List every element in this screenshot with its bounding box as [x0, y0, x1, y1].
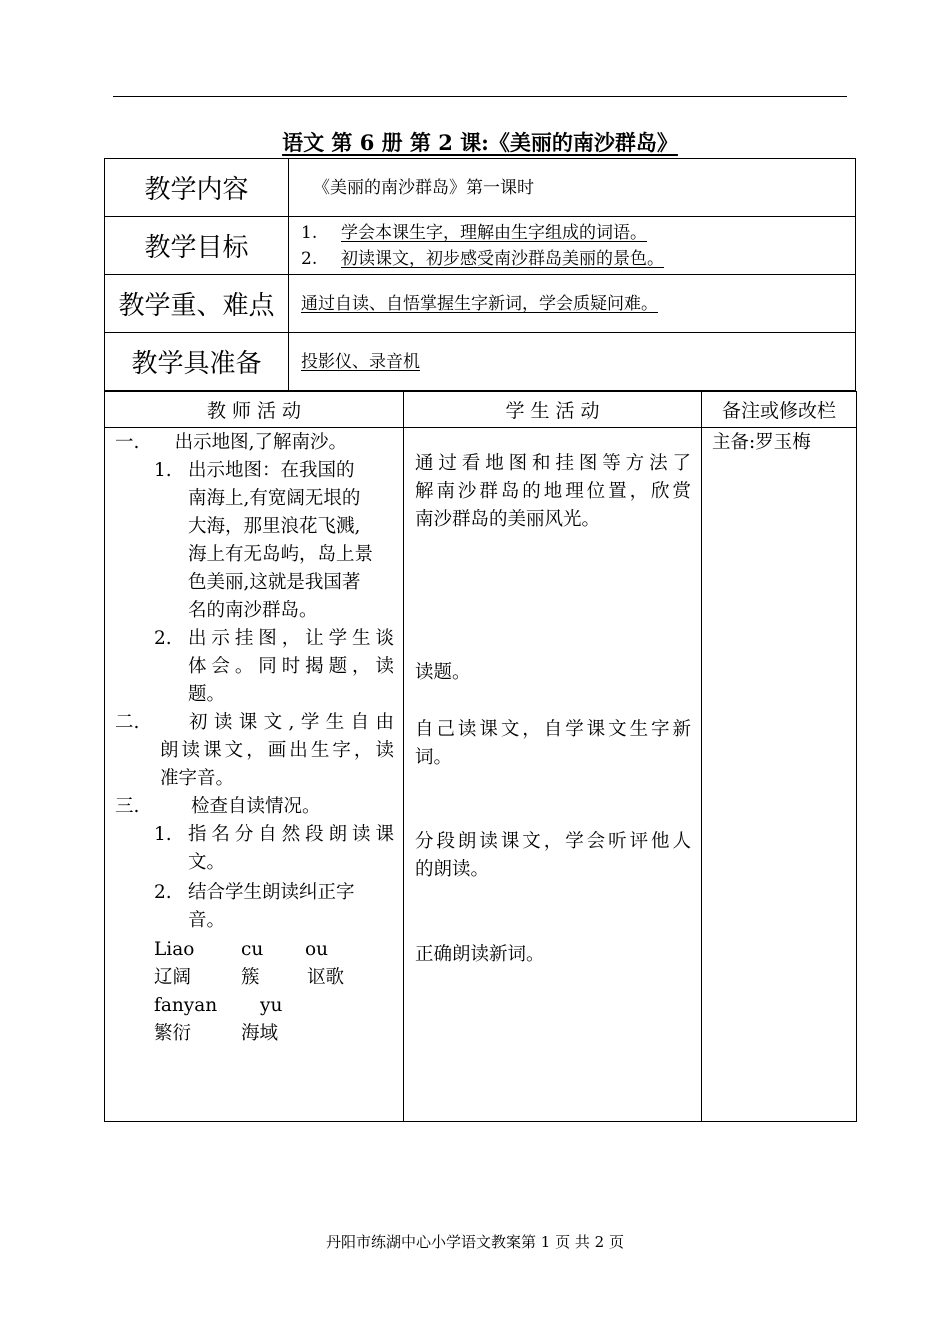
teacher-activity-cell [105, 428, 403, 1121]
key-value: 通过自读、自悟掌握生字新词，学会质疑问难。 [301, 293, 658, 314]
teacher-line: 出示挂图，让学生谈 [188, 628, 394, 649]
teacher-line: 2. [154, 882, 172, 903]
pinyin: ou [305, 939, 329, 960]
teacher-line: 1. [154, 824, 172, 845]
student-activity-header: 学 生 活 动 [404, 392, 702, 428]
pinyin: Liao [154, 939, 195, 960]
prep-label: 教学具准备 [105, 333, 289, 391]
student-line: 自己读课文，自学课文生字新 [415, 719, 691, 740]
activity-table [104, 391, 857, 1122]
teacher-line: 南海上,有宽阔无垠的 [188, 488, 361, 509]
teacher-line: 大海，那里浪花飞溅, [188, 516, 361, 537]
teacher-line: 海上有无岛屿，岛上景 [188, 544, 374, 565]
content-value: 《美丽的南沙群岛》第一课时 [313, 177, 534, 198]
student-line: 词。 [415, 747, 453, 768]
activity-header-row [105, 392, 857, 428]
student-line: 解南沙群岛的地理位置，欣赏 [415, 481, 691, 502]
teacher-line: 一. 出示地图,了解南沙。 [115, 432, 348, 453]
content-label: 教学内容 [105, 159, 289, 217]
info-row-key-points [105, 275, 856, 333]
note-text: 主备:罗玉梅 [712, 432, 811, 453]
teacher-line: 题。 [188, 684, 226, 705]
prep-value: 投影仪、录音机 [301, 351, 420, 372]
goal-label: 教学目标 [105, 217, 289, 275]
header-rule [113, 96, 847, 97]
teacher-line: 朗读课文，画出生字，读 [160, 740, 394, 761]
teacher-line: 二. [115, 712, 140, 733]
pinyin: cu [241, 939, 264, 960]
student-line: 读题。 [415, 662, 471, 683]
lesson-info-table [104, 158, 856, 391]
vocab-word: 繁衍 [154, 1023, 192, 1044]
teacher-line: 初读课文,学生自由 [189, 712, 394, 733]
goal-item: 2. 初读课文，初步感受南沙群岛美丽的景色。 [301, 248, 664, 269]
vocab-word: 海域 [241, 1023, 279, 1044]
teacher-line: 名的南沙群岛。 [188, 600, 318, 621]
info-row-content [105, 159, 856, 217]
info-row-goals [105, 217, 856, 275]
teacher-activity-header: 教 师 活 动 [105, 392, 404, 428]
page-title: 语文 第 6 册 第 2 课:《美丽的南沙群岛》 [282, 130, 678, 155]
vocab-word: 簇 [241, 967, 260, 988]
pinyin: fanyan [154, 995, 218, 1016]
student-line: 正确朗读新词。 [415, 944, 545, 965]
note-cell [702, 428, 856, 1121]
student-line: 南沙群岛的美丽风光。 [415, 509, 601, 530]
teacher-line: 检查自读情况。 [191, 796, 321, 817]
teacher-line: 出示地图：在我国的 [188, 460, 355, 481]
student-activity-cell [404, 428, 701, 1121]
pinyin: yu [260, 995, 283, 1016]
activity-body-row [105, 428, 857, 1122]
student-line: 分段朗读课文，学会听评他人 [415, 831, 691, 852]
student-line: 通过看地图和挂图等方法了 [415, 453, 691, 474]
page-footer: 丹阳市练湖中心小学语文教案第 1 页 共 2 页 [326, 1233, 624, 1251]
teacher-line: 指名分自然段朗读课 [188, 824, 394, 845]
teacher-line: 准字音。 [160, 768, 235, 789]
teacher-line: 体会。同时揭题，读 [188, 656, 394, 677]
vocab-word: 辽阔 [154, 967, 192, 988]
teacher-line: 2. [154, 628, 172, 649]
goal-item: 1. 学会本课生字，理解由生字组成的词语。 [301, 222, 647, 243]
student-line: 的朗读。 [415, 859, 490, 880]
teacher-line: 结合学生朗读纠正字 [188, 882, 355, 903]
teacher-line: 音。 [188, 910, 226, 931]
key-label: 教学重、难点 [105, 275, 289, 333]
info-row-preparation [105, 333, 856, 391]
teacher-line: 文。 [188, 852, 226, 873]
vocab-word: 讴歌 [307, 967, 345, 988]
teacher-line: 三. [115, 796, 140, 817]
teacher-line: 色美丽,这就是我国著 [188, 572, 361, 593]
teacher-line: 1. [154, 460, 172, 481]
note-header: 备注或修改栏 [702, 392, 857, 428]
